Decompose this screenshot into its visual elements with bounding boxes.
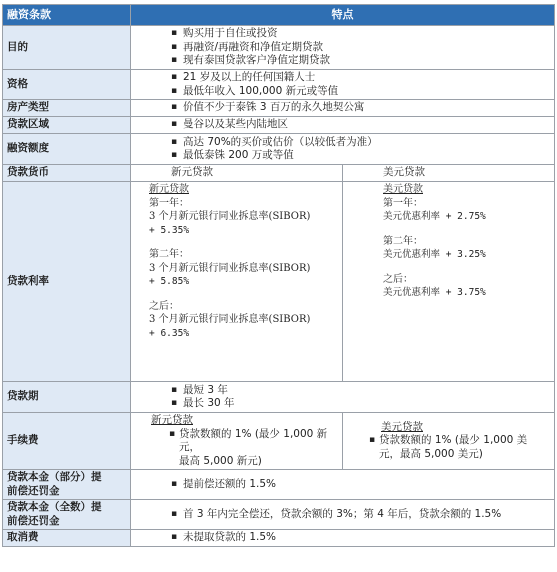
label-line: 贷款本金（部分）提	[7, 471, 102, 483]
rate-usd-after-line: 美元优惠利率 + 3.75%	[383, 287, 486, 298]
list-item: ▪ 最低年收入 100,000 新元或等值	[171, 85, 550, 99]
row-cancel	[3, 530, 555, 547]
value-tenure	[131, 382, 555, 413]
list-item: ▪ 最短 3 年	[171, 384, 550, 398]
row-property	[3, 100, 555, 117]
label-fee: 手续费	[3, 413, 131, 470]
row-partial-prepay	[3, 470, 555, 500]
rate-sgd-after-line1: 3 个月新元银行同业拆息率(SIBOR)	[149, 314, 311, 325]
fee-sgd-heading: 新元贷款	[151, 414, 193, 426]
row-fee	[3, 413, 555, 470]
fee-usd-line2: 元，最高 5,000 美元)	[379, 447, 483, 460]
fee-usd-heading: 美元贷款	[381, 420, 423, 433]
rate-sgd-year1-line1: 3 个月新元银行同业拆息率(SIBOR)	[149, 211, 311, 222]
label-line: 贷款本金（全数）提	[7, 501, 102, 513]
row-currency	[3, 165, 555, 182]
label-purpose: 目的	[3, 26, 131, 70]
list-item: ▪ 曼谷以及某些内陆地区	[171, 118, 550, 132]
list-item: ▪ 价值不少于泰铢 3 百万的永久地契公寓	[171, 101, 550, 115]
value-full-prepay	[131, 500, 555, 530]
rate-sgd-heading: 新元贷款	[149, 184, 189, 195]
label-tenure: 贷款期	[3, 382, 131, 413]
label-area: 贷款区域	[3, 117, 131, 134]
row-rate	[3, 182, 555, 382]
fee-sgd-line2: 最高 5,000 新元)	[179, 454, 262, 467]
label-eligibility: 资格	[3, 70, 131, 100]
value-purpose	[131, 26, 555, 70]
label-line: 前偿还罚金	[7, 484, 60, 497]
label-property: 房产类型	[3, 100, 131, 117]
label-full-prepay	[3, 500, 131, 530]
header-terms: 融资条款	[3, 5, 131, 26]
list-item: ▪ 再融资/再融资和净值定期贷款	[171, 41, 550, 55]
header-row	[3, 5, 555, 26]
rate-usd-year2: 第二年：	[383, 235, 423, 247]
list-item: ▪ 购买用于自住或投资	[171, 27, 550, 41]
value-rate-sgd	[131, 182, 343, 382]
financing-terms-table	[2, 4, 555, 547]
list-item: ▪ 首 3 年内完全偿还，贷款余额的 3%；第 4 年后，贷款余额的 1.5%	[171, 508, 550, 522]
rate-usd-year2-line: 美元优惠利率 + 3.25%	[383, 249, 486, 260]
row-purpose	[3, 26, 555, 70]
value-fee-sgd	[131, 413, 343, 470]
value-area	[131, 117, 555, 134]
rate-sgd-after-line2: + 6.35%	[149, 327, 190, 339]
rate-usd-year1-line: 美元优惠利率 + 2.75%	[383, 211, 486, 222]
rate-usd-heading: 美元贷款	[383, 184, 423, 195]
value-property	[131, 100, 555, 117]
rate-sgd-year1: 第一年：	[149, 197, 189, 209]
label-currency: 贷款货币	[3, 165, 131, 182]
list-item	[369, 434, 550, 461]
row-full-prepay	[3, 500, 555, 530]
rate-sgd-after: 之后：	[149, 300, 179, 312]
rate-sgd-year2-line2: + 5.85%	[149, 276, 190, 287]
row-amount	[3, 134, 555, 165]
label-amount: 融资额度	[3, 134, 131, 165]
fee-usd-line1: ▪ 贷款数额的 1% (最少 1,000 美	[379, 434, 528, 447]
row-eligibility	[3, 70, 555, 100]
value-currency-sgd: 新元贷款	[131, 165, 343, 182]
list-item: ▪ 最长 30 年	[171, 397, 550, 411]
value-amount	[131, 134, 555, 165]
list-item: ▪ 21 岁及以上的任何国籍人士	[171, 71, 550, 85]
row-tenure	[3, 382, 555, 413]
list-item: ▪ 未提取贷款的 1.5%	[171, 531, 550, 545]
list-item: ▪ 最低泰铢 200 万或等值	[171, 149, 550, 163]
label-partial-prepay	[3, 470, 131, 500]
label-cancel: 取消费	[3, 530, 131, 547]
fee-sgd-line1: ▪ 贷款数额的 1% (最少 1,000 新元，	[179, 427, 328, 453]
row-area	[3, 117, 555, 134]
list-item: ▪ 高达 70%的买价或估价（以较低者为准）	[171, 136, 550, 150]
value-partial-prepay	[131, 470, 555, 500]
value-cancel	[131, 530, 555, 547]
list-item: ▪ 提前偿还额的 1.5%	[171, 478, 550, 492]
rate-sgd-year2: 第二年：	[149, 249, 189, 260]
rate-sgd-year2-line1: 3 个月新元银行同业拆息率(SIBOR)	[149, 262, 311, 274]
label-rate: 贷款利率	[3, 182, 131, 382]
rate-usd-after: 之后：	[383, 273, 413, 285]
value-eligibility	[131, 70, 555, 100]
label-line: 前偿还罚金	[7, 514, 60, 527]
value-rate-usd	[343, 182, 555, 382]
value-currency-usd: 美元贷款	[343, 165, 555, 182]
list-item: ▪ 现有泰国贷款客户净值定期贷款	[171, 54, 550, 68]
value-fee-usd	[343, 413, 555, 470]
rate-sgd-year1-line2: + 5.35%	[149, 224, 190, 236]
header-features: 特点	[131, 5, 555, 26]
rate-usd-year1: 第一年：	[383, 197, 423, 209]
list-item	[169, 428, 338, 469]
